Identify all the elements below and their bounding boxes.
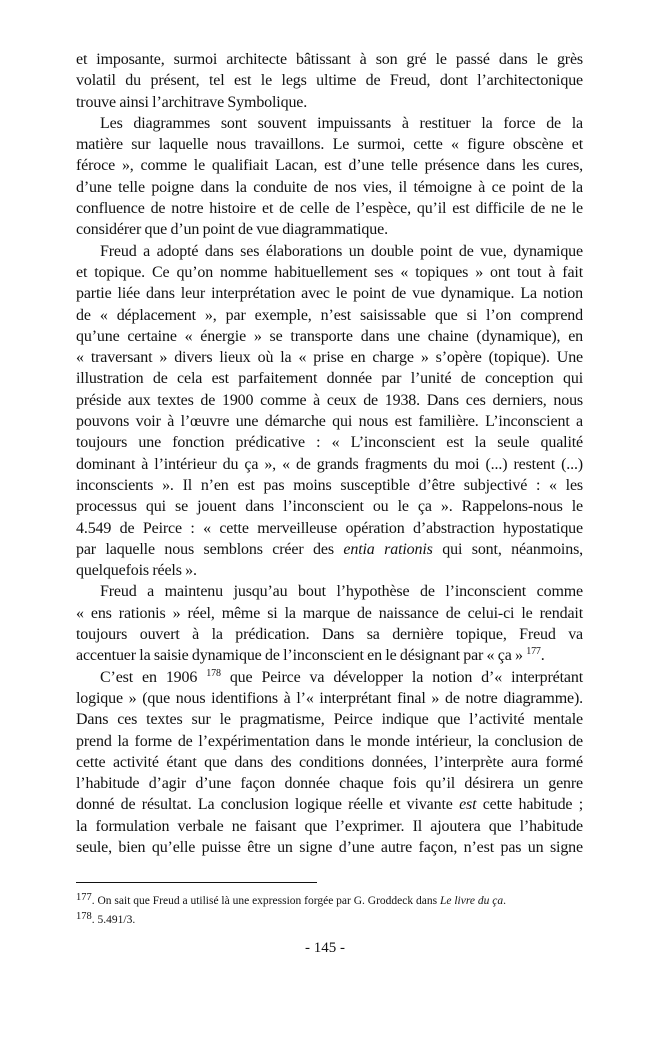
text-segment: . xyxy=(540,647,545,665)
footnote-text: . 5.491/3. xyxy=(91,914,136,926)
text-line: la formulation verbale ne faisant que l’exprimer. Il ajoutera que l’habitude xyxy=(76,817,583,835)
text-line xyxy=(76,667,583,688)
text-line: de « déplacement », par exemple, n’est saisissable que si l’on comprend xyxy=(76,306,583,324)
paragraph xyxy=(76,49,583,113)
text-line: seule, bien qu’elle puisse être un signe d’une autre façon, n’est pas un signe xyxy=(76,838,583,856)
text-line: préside aux textes de 1900 comme à ceux de 1938. Dans ces derniers, nous xyxy=(76,391,583,409)
text-line: logique » (que nous identifions à l’« interprétant final » de notre diagramme). xyxy=(76,689,583,707)
text-line: matière sur laquelle nous travaillons. Le surmoi, cette « figure obscène et xyxy=(76,136,583,154)
text-segment: cette habitude ; xyxy=(476,796,583,814)
text-segment: qui sont, néanmoins, xyxy=(432,540,583,558)
text-line: et imposante, surmoi architecte bâtissant à son gré le passé dans le grès xyxy=(76,51,583,68)
text-segment: par laquelle nous semblons créer des xyxy=(76,540,344,558)
text-line: toujours ouvert à la prédication. Dans sa dernière topique, Freud va xyxy=(76,626,583,644)
text-line: qu’une certaine « énergie » se transporte dans une chaine (dynamique), en xyxy=(76,327,583,345)
footnote-separator xyxy=(76,882,317,883)
text-line: féroce », comme le qualifiait Lacan, est d’une telle présence dans les cures, xyxy=(76,157,583,175)
footnotes xyxy=(76,890,596,928)
book-title: Le livre du ça xyxy=(439,895,504,907)
text-line: inconscients ». Il n’en est pas moins susceptible d’être subjectivé : « les xyxy=(76,476,583,494)
text-segment: C’est en 1906 xyxy=(100,668,207,686)
text-line: « traversant » divers lieux où la « prise en charge » s’opère (topique). Une xyxy=(76,349,583,367)
text-line: Les diagrammes sont souvent impuissants à restituer la force de la xyxy=(100,114,583,132)
paragraph xyxy=(76,241,583,582)
text-line: toujours une fonction prédicative : « L’inconscient est la seule qualité xyxy=(76,434,583,452)
text-segment: accentuer la saisie dynamique de l’inconscient en le désignant par « ça » xyxy=(76,647,527,665)
text-line: 4.549 de Peirce : « cette merveilleuse opération d’abstraction hypostatique xyxy=(76,519,583,537)
text-line xyxy=(76,539,583,560)
text-line: partie liée dans leur interprétation avec le point de vue dynamique. La notion xyxy=(76,285,583,303)
text-line: cette activité étant que dans des conditions données, l’interprète aura formé xyxy=(76,753,583,771)
text-line: Freud a maintenu jusqu’au bout l’hypothèse de l’inconscient comme xyxy=(100,583,583,601)
text-line: pouvons voir à l’œuvre une démarche qui nous est familière. L’inconscient a xyxy=(76,413,583,431)
body-text xyxy=(76,49,583,858)
footnote-text: . On sait que Freud a utilisé là une expression forgée par G. Groddeck dans xyxy=(91,895,440,907)
text-line: Freud a adopté dans ses élaborations un double point de vue, dynamique xyxy=(100,242,583,260)
text-line: l’habitude d’agir d’une façon donnée chaque fois qu’il désirera un genre xyxy=(76,775,583,793)
footnote-178 xyxy=(76,909,596,928)
footnote-177 xyxy=(76,890,596,909)
text-segment: que Peirce va développer la notion d’« interprétant xyxy=(220,668,584,686)
text-line: quelquefois réels ». xyxy=(76,562,197,580)
footnote-ref-177[interactable]: 177 xyxy=(526,646,541,658)
paragraph xyxy=(76,581,583,666)
text-line: dominant à l’intérieur du ça », « de grands fragments du moi (...) restent (...) xyxy=(76,455,583,473)
paragraph xyxy=(76,667,583,859)
text-line: d’une telle poigne dans la conduite de nos vies, il témoigne à ce point de la xyxy=(76,178,583,196)
text-line: prend la forme de l’expérimentation dans le monde intérieur, la conclusion de xyxy=(76,732,583,750)
text-line: processus qui se jouent dans l’inconscient ou le ça ». Rappelons-nous le xyxy=(76,498,583,516)
text-line: confluence de notre histoire et de celle de l’espèce, qu’il est difficile de ne le xyxy=(76,200,583,218)
footnote-ref-178[interactable]: 178 xyxy=(206,667,221,679)
text-line: Dans ces textes sur le pragmatisme, Peirce indique que l’activité mentale xyxy=(76,711,583,729)
text-line: « ens rationis » réel, même si la marque de naissance de celui-ci le rendait xyxy=(76,604,583,622)
text-line: considérer que d’un point de vue diagrammatique. xyxy=(76,221,388,239)
italic-term: est xyxy=(459,796,477,814)
italic-term: entia rationis xyxy=(343,540,433,558)
text-line xyxy=(76,794,583,815)
paragraph xyxy=(76,113,583,241)
text-line: trouve ainsi l’architrave Symbolique. xyxy=(76,93,308,111)
footnote-number: 178 xyxy=(76,911,92,922)
footnote-text-end: . xyxy=(503,895,506,907)
text-line xyxy=(76,645,583,666)
page-number: - 145 - xyxy=(305,940,345,956)
text-line: volatil du présent, tel est le legs ultime de Freud, dont l’architectonique xyxy=(76,72,583,90)
text-line: et topique. Ce qu’on nomme habituellement ses « topiques » ont tout à fait xyxy=(76,263,583,281)
text-line: illustration de cela est parfaitement donnée par l’unité de conception qui xyxy=(76,370,583,388)
footnote-number: 177 xyxy=(76,892,92,903)
text-segment: donné de résultat. La conclusion logique réelle et vivante xyxy=(76,796,460,814)
